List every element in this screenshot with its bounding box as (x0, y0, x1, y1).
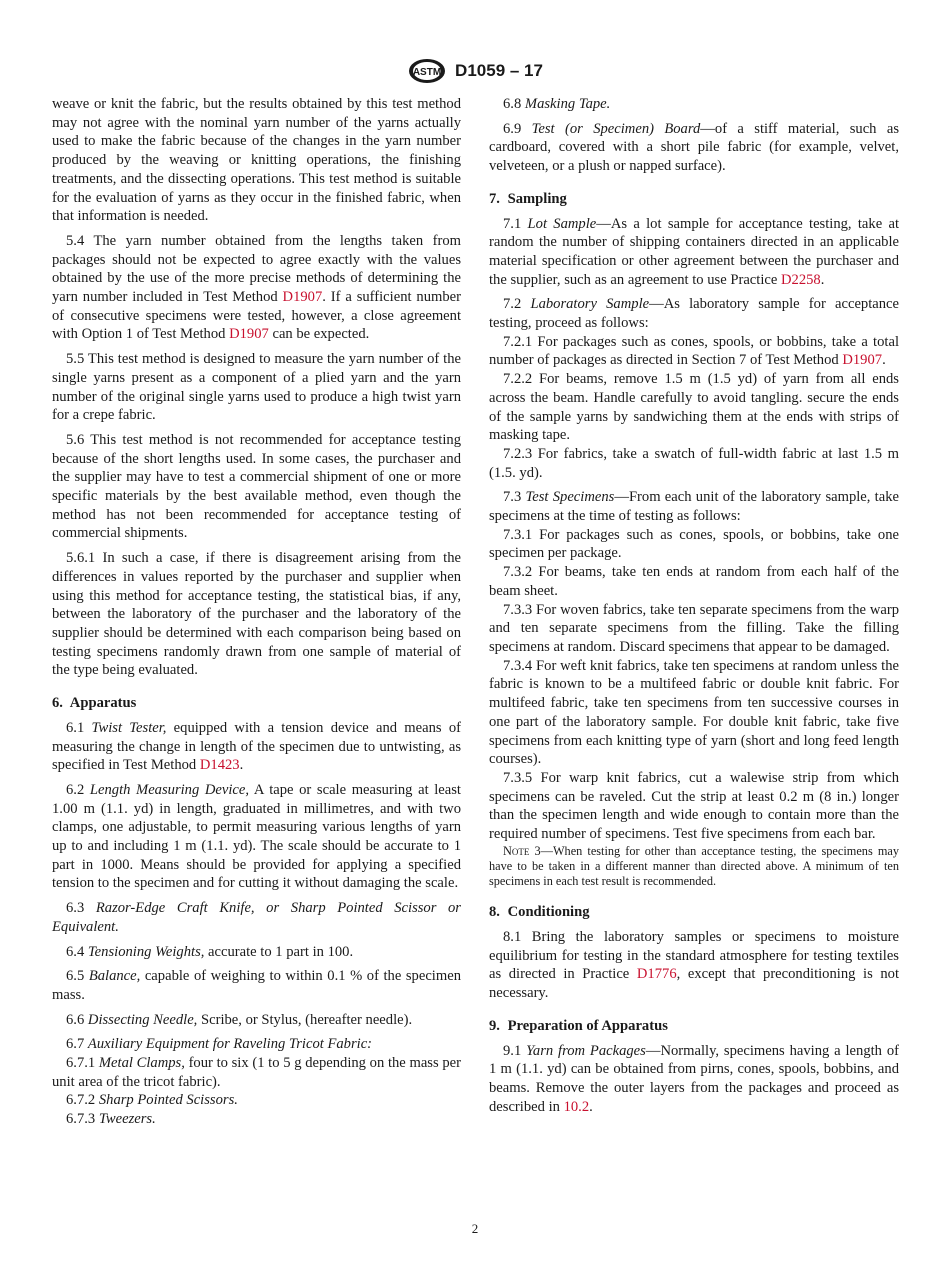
paragraph-7-2-3: 7.2.3 For fabrics, take a swatch of full-width fabric at last 1.5 m (1.5. yd). (489, 445, 899, 481)
paragraph-7-3: 7.3 Test Specimens—From each unit of the laboratory sample, take specimens at the time of testing as follows: (489, 489, 899, 525)
paragraph-6-7-1: 6.7.1 Metal Clamps, four to six (1 to 5 g depending on the mass per unit area of the tricot fabric). (52, 1055, 461, 1090)
ref-link-d1907[interactable]: D1907 (229, 326, 269, 343)
paragraph-6-6: 6.6 Dissecting Needle, Scribe, or Stylus, (hereafter needle). (66, 1011, 413, 1028)
paragraph-7-3-4: 7.3.4 For weft knit fabrics, take ten specimens at random unless the fabric is known to be a multifeed fabric or double knit fabric. For multifeed fabric, take ten specimens from ten successive courses in one part of the laboratory sample. For double knit fabric, take five specimens from each knitting type of yarn (short and long feed length courses). (489, 657, 899, 768)
astm-logo-icon (407, 58, 447, 84)
paragraph-5-4: 5.4 The yarn number obtained from the lengths taken from packages should not be expected to agree exactly with the values obtained by the use of the more precise methods of determining the yarn number included in Test Method D1907. If a sufficient number of consecutive specimens were tested, however, a close agreement with Option 1 of Test Method D1907 can be expected. (52, 232, 462, 343)
paragraph-7-2-1: 7.2.1 For packages such as cones, spools, or bobbins, take a total number of packages as directed in Section 7 of Test Method D1907. (489, 333, 899, 369)
paragraph-9-1: 9.1 Yarn from Packages—Normally, specimens having a length of 1 m (1.1. yd) can be obtained from pirns, cones, spools, bobbins, and beams. Remove the outer layers from the packages and proceed as described in 10.2. (489, 1042, 899, 1115)
ref-link-d1907[interactable]: D1907 (282, 289, 323, 306)
paragraph-6-8: 6.8 Masking Tape. (503, 96, 611, 112)
left-column (52, 95, 461, 1129)
paragraph-6-9: 6.9 Test (or Specimen) Board—of a stiff material, such as cardboard, covered with a short pile fabric (for example, velvet, velveteen, or a plush or napped surface). (489, 120, 899, 175)
section-heading-conditioning: 8. Conditioning (489, 904, 590, 921)
paragraph-continued: weave or knit the fabric, but the results obtained by this test method may not agree with the nominal yarn number of the yarns actually used to make the fabric because of the changes in the yarn number produced by the weaving or knitting operations, the finishing treatments, and the dissecting operations. This test method is suitable for the evaluation of yarns as they occur in the finished fabric, when that information is needed. (52, 96, 461, 225)
paragraph-7-2: 7.2 Laboratory Sample—As laboratory sample for acceptance testing, proceed as follows: (489, 296, 899, 332)
paragraph-5-5: 5.5 This test method is designed to measure the yarn number of the single yarns present as a component of a plied yarn and the yarn number of the original single yarns used to produce a high twist yarn for a crepe fabric. (52, 351, 461, 424)
page-number: 2 (471, 1221, 479, 1236)
document-id: D1059 – 17 (455, 61, 543, 80)
paragraph-6-2: 6.2 Length Measuring Device, A tape or scale measuring at least 1.00 m (1.1. yd) in length, graduated in millimetres, and with two clamps, one adjustable, to permit measuring various lengths of yarn up to and including 1 m (1.1. yd). The scale should be accurate to 1 part in 1000. Means should be provided for applying a specified tension to the specimen and for cutting it without damaging the scale. (52, 781, 461, 892)
paragraph-7-3-3: 7.3.3 For woven fabrics, take ten separate specimens from the warp and ten separate specimens from the filling. Take the filling specimens at random. Discard specimens that appear to be damaged. (489, 601, 900, 655)
right-column (489, 95, 899, 1122)
paragraph-6-7-2: 6.7.2 Sharp Pointed Scissors. (66, 1092, 238, 1109)
ref-link-d1907[interactable]: D1907 (842, 352, 883, 369)
paragraph-5-6: 5.6 This test method is not recommended for acceptance testing because of the short lengths used. In some cases, the purchaser and the supplier may have to test a commercial shipment of one or more specific materials by the best available method, even though the method has not been recommended for acceptance testing of commercial shipments. (52, 431, 461, 542)
paragraph-7-2-2: 7.2.2 For beams, remove 1.5 m (1.5 yd) of yarn from all ends across the beam. Handle carefully to avoid tangling. secure the ends of the sample yarns by sandwiching them at the ends with strips of masking tape. (489, 371, 899, 444)
section-heading-apparatus: 6. Apparatus (52, 695, 137, 712)
paragraph-6-1: 6.1 Twist Tester, equipped with a tension device and means of measuring the change in length of the specimen due to untwisting, as specified in Test Method D1423. (52, 719, 461, 774)
paragraph-7-3-2: 7.3.2 For beams, take ten ends at random from each half of the beam sheet. (489, 564, 899, 599)
page-header (0, 56, 950, 86)
paragraph-6-4: 6.4 Tensioning Weights, accurate to 1 part in 100. (66, 943, 354, 960)
note-3: Note 3—When testing for other than acceptance testing, the specimens may have to be taken in a different manner than directed above. A minimum of ten specimens in each test result is recommended. (489, 843, 899, 889)
paragraph-8-1: 8.1 Bring the laboratory samples or specimens to moisture equilibrium for testing in the standard atmosphere for testing textiles as directed in Practice D1776, except that preconditioning is not necessary. (489, 929, 900, 1002)
paragraph-7-1: 7.1 Lot Sample—As a lot sample for acceptance testing, take at random the number of shipping containers directed in an applicable material specification or other agreement between the purchaser and the supplier, such as an agreement to use Practice D2258. (489, 215, 899, 288)
paragraph-6-7-3: 6.7.3 Tweezers. (66, 1111, 156, 1128)
section-heading-sampling: 7. Sampling (489, 190, 567, 207)
ref-link-10-2[interactable]: 10.2 (563, 1098, 590, 1115)
paragraph-5-6-1: 5.6.1 In such a case, if there is disagreement arising from the differences in values reported by the purchaser and supplier when using this method for acceptance testing, the statistical bias, if any, between the laboratory of the purchaser and the laboratory of the supplier should be determined with each comparison being based on testing specimens randomly drawn from one sample of material of the type being evaluated. (52, 550, 461, 679)
paragraph-7-3-1: 7.3.1 For packages such as cones, spools, or bobbins, take one specimen per package. (489, 526, 899, 562)
ref-link-d1776[interactable]: D1776 (636, 966, 677, 983)
svg-text:ASTM: ASTM (412, 67, 442, 78)
paragraph-6-5: 6.5 Balance, capable of weighing to within 0.1 % of the specimen mass. (52, 968, 461, 1003)
paragraph-6-7: 6.7 Auxiliary Equipment for Raveling Tricot Fabric: (66, 1036, 373, 1053)
ref-link-d2258[interactable]: D2258 (781, 271, 821, 288)
ref-link-d1423[interactable]: D1423 (199, 757, 240, 774)
section-heading-preparation-of-apparatus: 9. Preparation of Apparatus (489, 1017, 668, 1034)
paragraph-6-3: 6.3 Razor-Edge Craft Knife, or Sharp Pointed Scissor or Equivalent. (52, 900, 461, 935)
paragraph-7-3-5: 7.3.5 For warp knit fabrics, cut a walewise strip from which specimens can be raveled. Cut the strip at least 0.2 m (8 in.) longer than the specimen length and wide enough to contain more than the required number of specimens. Test five specimens from each bar. (489, 769, 899, 843)
